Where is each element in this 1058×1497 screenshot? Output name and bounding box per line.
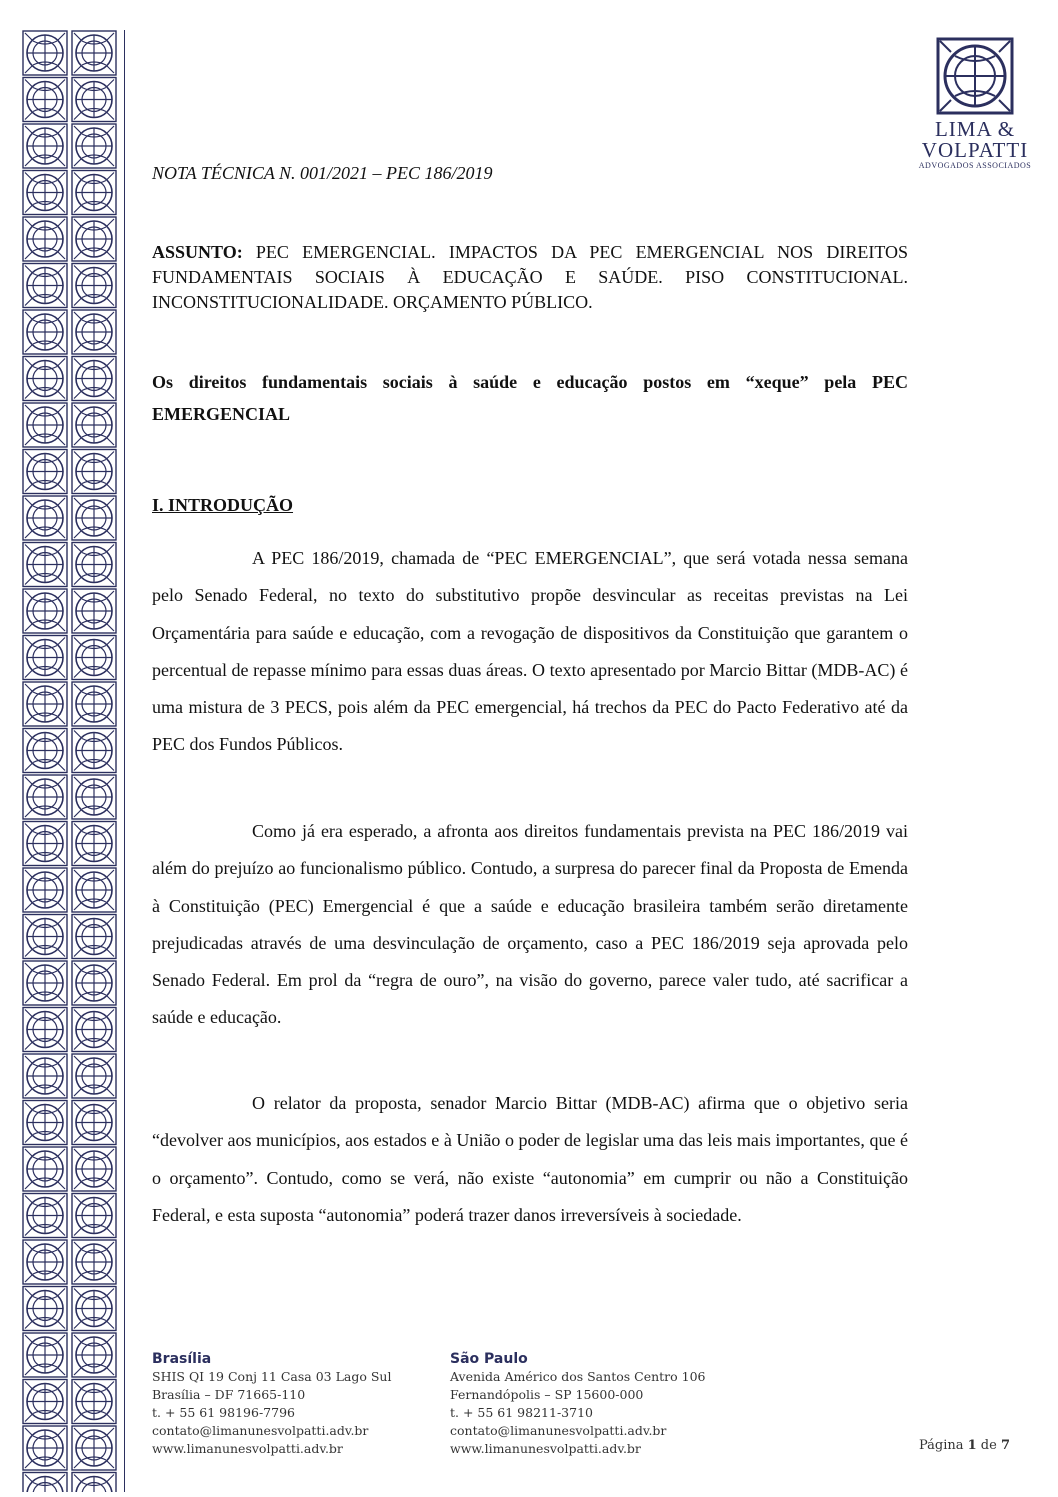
subject-block <box>152 240 908 315</box>
paragraph: Como já era esperado, a afronta aos direitos fundamentais prevista na PEC 186/2019 vai além do prejuízo ao funcionalismo público. Contudo, a surpresa do parecer final da Proposta de Emenda à Constituição (PEC) Emergencial é que a saúde e educação brasileira também serão diretamente prejudicadas através de uma desvinculação de orçamento, caso a PEC 186/2019 seja aprovada pelo Senado Federal. Em prol da “regra de ouro”, na visão do governo, parece valer tudo, até sacrificar a saúde e educação. <box>152 821 908 1028</box>
office-locality: Fernandópolis – SP 15600-000 <box>450 1387 644 1402</box>
office-website[interactable]: www.limanunesvolpatti.adv.br <box>152 1441 343 1456</box>
office-city: São Paulo <box>450 1351 528 1367</box>
page-current: 1 <box>967 1438 977 1453</box>
logo-name-line2: VOLPATTI <box>921 138 1029 162</box>
office-email[interactable]: contato@limanunesvolpatti.adv.br <box>152 1423 369 1438</box>
firm-logo <box>916 36 1034 171</box>
note-title: NOTA TÉCNICA N. 001/2021 – PEC 186/2019 <box>152 163 493 183</box>
paragraph: O relator da proposta, senador Marcio Bittar (MDB-AC) afirma que o objetivo seria “devolver aos municípios, aos estados e à União o poder de legislar uma das leis mais importantes, que é o orçamento”. Contudo, como se verá, não existe “autonomia” em cumprir ou não a Constituição Federal, e esta suposta “autonomia” poderá trazer danos irreversíveis à sociedade. <box>152 1093 908 1225</box>
section-heading: I. INTRODUÇÃO <box>152 495 294 515</box>
decorative-border-pattern <box>22 30 120 1492</box>
office-website[interactable]: www.limanunesvolpatti.adv.br <box>450 1441 641 1456</box>
office-email[interactable]: contato@limanunesvolpatti.adv.br <box>450 1423 667 1438</box>
subject-label: ASSUNTO: <box>152 242 243 262</box>
office-city: Brasília <box>152 1351 212 1367</box>
logo-emblem-icon <box>935 36 1015 116</box>
subject-text: PEC EMERGENCIAL. IMPACTOS DA PEC EMERGENCIAL NOS DIREITOS FUNDAMENTAIS SOCIAIS À EDUCAÇÃO E SAÚDE. PISO CONSTITUCIONAL. INCONSTITUCIONALIDADE. ORÇAMENTO PÚBLICO. <box>152 242 908 312</box>
office-phone: t. + 55 61 98196-7796 <box>152 1405 295 1420</box>
paragraph: A PEC 186/2019, chamada de “PEC EMERGENCIAL”, que será votada nessa semana pelo Senado Federal, no texto do substitutivo propõe desvincular as receitas previstas na Lei Orçamentária para saúde e educação, com a revogação de dispositivos da Constituição que garantem o percentual de repasse mínimo para essas duas áreas. O texto apresentado por Marcio Bittar (MDB-AC) é uma mistura de 3 PECS, pois além da PEC emergencial, há trechos da PEC do Pacto Federativo até da PEC dos Fundos Públicos. <box>152 548 908 755</box>
footer-office-sao-paulo <box>450 1350 706 1458</box>
border-divider <box>124 30 125 1492</box>
page-label: Página <box>918 1438 968 1453</box>
page-number <box>919 1438 1010 1453</box>
office-locality: Brasília – DF 71665-110 <box>152 1387 306 1402</box>
footer-office-brasilia <box>152 1350 391 1458</box>
office-address: SHIS QI 19 Conj 11 Casa 03 Lago Sul <box>152 1369 392 1384</box>
office-address: Avenida Américo dos Santos Centro 106 <box>450 1369 706 1384</box>
office-phone: t. + 55 61 98211-3710 <box>450 1405 593 1420</box>
logo-subtitle: ADVOGADOS ASSOCIADOS <box>918 161 1032 170</box>
logo-name-line1: LIMA & <box>934 117 1016 141</box>
document-headline: Os direitos fundamentais sociais à saúde e educação postos em “xeque” pela PEC EMERGENCIAL <box>152 372 908 424</box>
page-total: 7 <box>1000 1438 1010 1453</box>
page-of: de <box>976 1438 1001 1453</box>
